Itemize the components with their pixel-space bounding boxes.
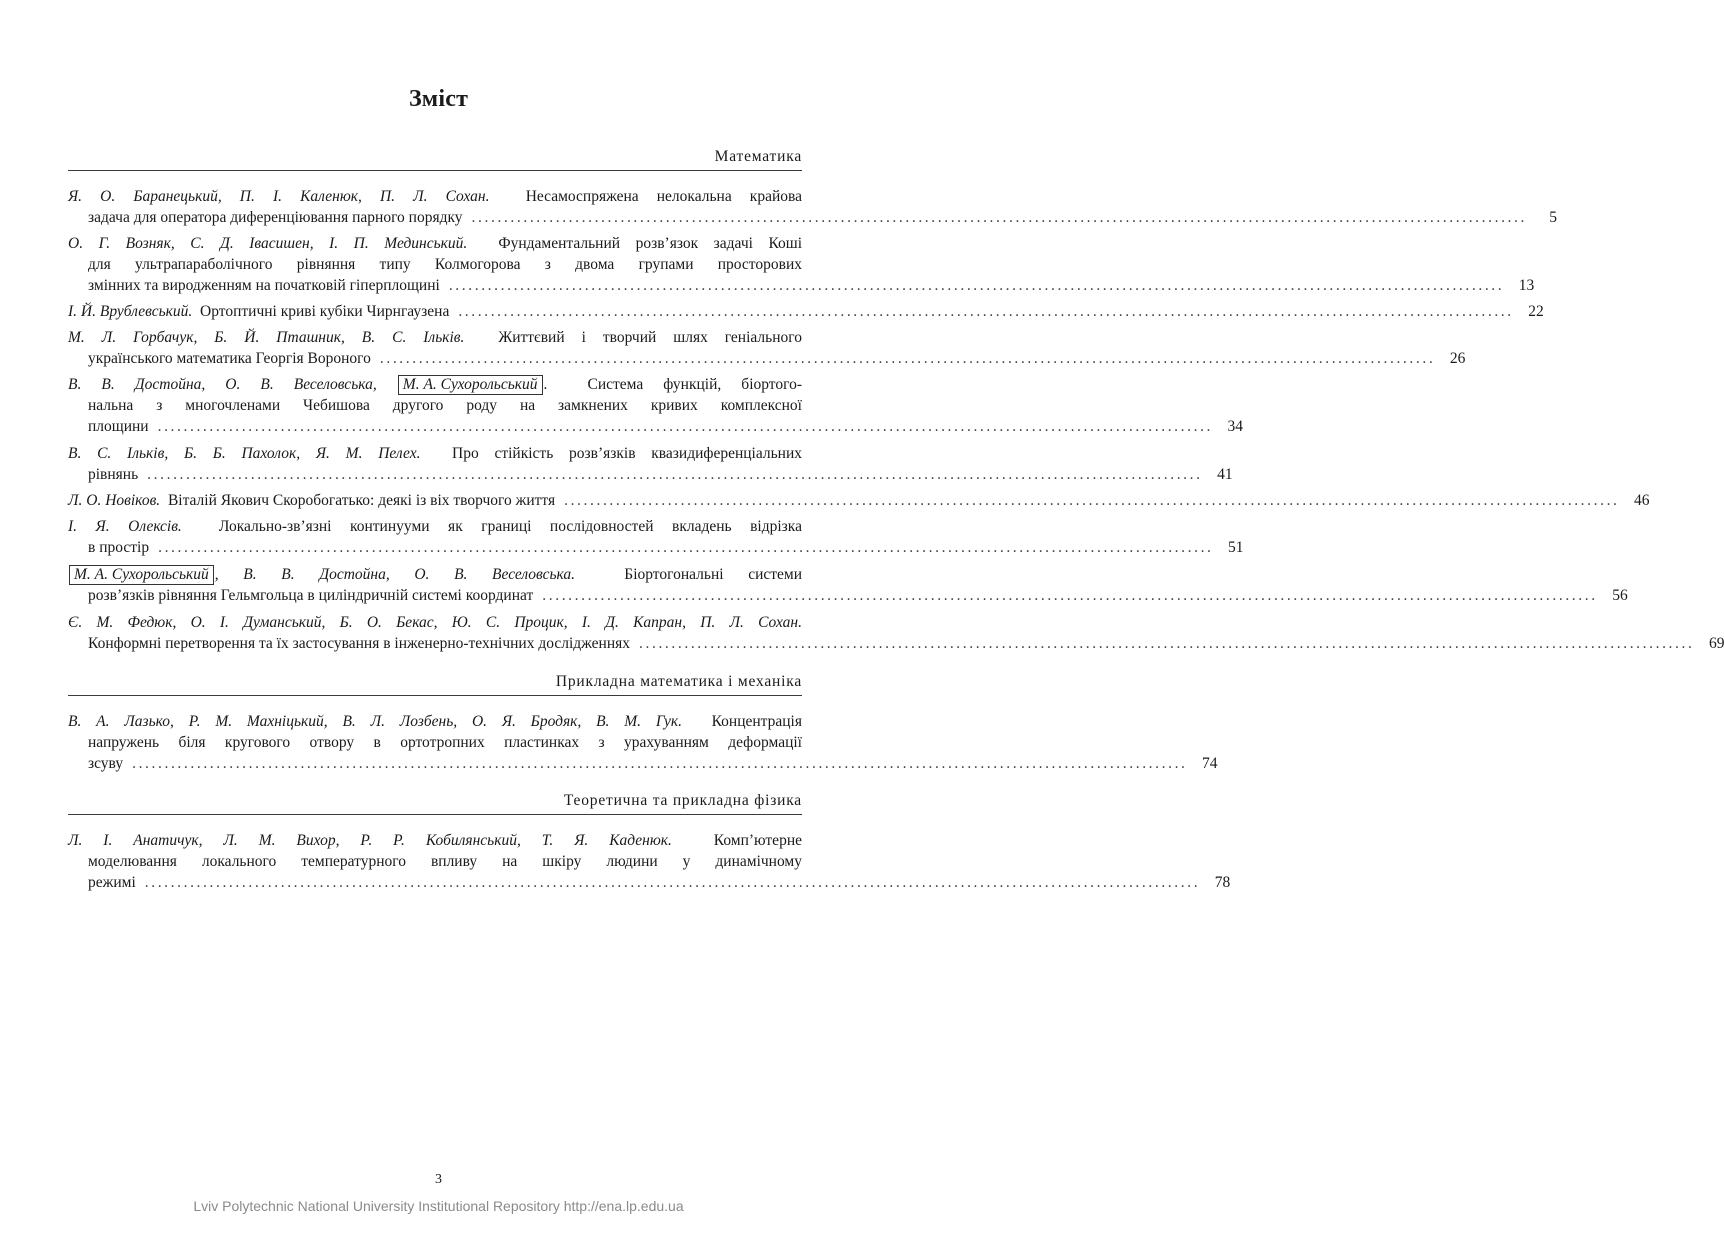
toc-entry[interactable] (68, 443, 1233, 485)
entry-authors: І. Я. Олексів. (68, 518, 182, 535)
section-heading-applied-math: Прикладна математика і механіка (555, 673, 802, 690)
section-rule (68, 695, 802, 696)
entry-title: рівнянь (88, 466, 139, 483)
entry-title: нальна з многочленами Чебишова другого роду на замкнених кривих комплексної (88, 397, 802, 414)
entry-title: напружень біля кругового отвору в ортотропних пластинках з урахуванням деформації (88, 734, 802, 751)
dot-leader: ................................................................................................................................................................... (144, 874, 1201, 891)
entry-authors-punct: . (543, 376, 548, 393)
entry-page-number: 41 (1217, 466, 1233, 483)
dot-leader: ................................................................................................................................................................... (471, 209, 1527, 226)
entry-page-number: 74 (1202, 755, 1218, 772)
entry-title: Система функцій, біортого- (587, 376, 802, 393)
entry-page-number: 69 (1708, 635, 1724, 652)
entry-title: Віталій Якович Скоробогатько: деякі із віх творчого життя (167, 492, 556, 509)
dot-leader: ................................................................................................................................................................... (379, 350, 1436, 367)
section-rule (68, 814, 802, 815)
entry-authors: Л. О. Новіков. (68, 492, 161, 509)
entry-title: задача для оператора диференціювання парного порядку (88, 209, 463, 226)
toc-entry[interactable] (68, 830, 1231, 893)
dot-leader: ................................................................................................................................................................... (132, 755, 1188, 772)
page-number: 3 (435, 1172, 442, 1187)
entry-authors: В. А. Лазько, Р. М. Махніцький, В. Л. Лозбень, О. Я. Бродяк, В. М. Гук. (68, 713, 682, 730)
entry-page-number: 13 (1518, 277, 1535, 294)
entry-title: змінних та виродженням на початковій гіперплощині (88, 277, 440, 294)
toc-entry[interactable] (68, 327, 1466, 369)
entry-title: Локально-зв’язні континууми як границі послідовностей вкладень відрізка (218, 518, 802, 535)
entry-page-number: 5 (1549, 209, 1557, 226)
section-heading-physics: Теоретична та прикладна фізика (563, 792, 802, 809)
entry-authors: Л. І. Анатичук, Л. М. Вихор, Р. Р. Кобилянський, Т. Я. Каденюк. (68, 832, 672, 849)
toc-entry[interactable] (68, 374, 1244, 437)
entry-title: Комп’ютерне (713, 832, 802, 849)
entry-title: моделювання локального температурного впливу на шкіру людини у динамічному (88, 853, 802, 870)
entry-authors: М. Л. Горбачук, Б. Й. Пташник, В. С. Ільків. (68, 329, 465, 346)
toc-entry[interactable] (68, 711, 1218, 774)
dot-leader: ................................................................................................................................................................... (458, 303, 1514, 320)
repository-footer: Lviv Polytechnic National University Institutional Repository http://ena.lp.edu.ua (193, 1198, 684, 1214)
entry-page-number: 26 (1449, 350, 1466, 367)
entry-title: площини (88, 418, 149, 435)
entry-authors: В. В. Достойна, О. В. Веселовська, (68, 376, 377, 393)
dot-leader: ................................................................................................................................................................... (147, 466, 1203, 483)
dot-leader: ................................................................................................................................................................... (564, 492, 1620, 509)
toc-entry[interactable] (68, 564, 1628, 606)
dot-leader: ................................................................................................................................................................... (448, 277, 1505, 294)
entry-title: зсуву (88, 755, 124, 772)
entry-page-number: 22 (1528, 303, 1544, 320)
toc-entry[interactable] (68, 516, 1244, 558)
entry-title: Несамоспряжена нелокальна крайова (525, 188, 802, 205)
toc-entry[interactable] (68, 233, 1535, 296)
entry-authors: Є. М. Федюк, О. І. Думанський, Б. О. Бекас, Ю. С. Процик, І. Д. Капран, П. Л. Сохан. (68, 614, 802, 631)
entry-authors: І. Й. Врублевський. (68, 303, 193, 320)
entry-title: режимі (88, 874, 136, 891)
entry-title: Життєвий і творчий шлях геніального (498, 329, 802, 346)
page-title: Зміст (408, 86, 469, 112)
entry-title: розв’язків рівняння Гельмгольца в циліндричній системі координат (88, 587, 534, 604)
entry-page-number: 56 (1612, 587, 1628, 604)
entry-title: українського математика Георгія Вороного (88, 350, 371, 367)
entry-page-number: 51 (1228, 539, 1244, 556)
entry-page-number: 78 (1214, 874, 1231, 891)
entry-title: Фундаментальний розв’язок задачі Коші (498, 235, 803, 252)
entry-authors: В. С. Ільків, Б. Б. Пахолок, Я. М. Пелех. (68, 445, 421, 462)
entry-authors: , В. В. Достойна, О. В. Веселовська. (214, 566, 576, 583)
dot-leader: ................................................................................................................................................................... (542, 587, 1598, 604)
toc-entry[interactable] (68, 186, 1557, 228)
dot-leader: ................................................................................................................................................................... (158, 539, 1214, 556)
entry-authors: О. Г. Возняк, С. Д. Івасишен, І. П. Мединський. (68, 235, 468, 252)
entry-page-number: 34 (1227, 418, 1244, 435)
boxed-author: М. А. Сухорольський (69, 565, 214, 585)
dot-leader: ................................................................................................................................................................... (639, 635, 1695, 652)
entry-title: Біортогональні системи (624, 566, 803, 583)
toc-entry[interactable] (68, 612, 1724, 654)
boxed-author: М. А. Сухорольський (398, 375, 543, 395)
dot-leader: ................................................................................................................................................................... (157, 418, 1214, 435)
toc-entry[interactable] (68, 301, 1544, 322)
toc-entry[interactable] (68, 490, 1650, 511)
section-rule (68, 170, 802, 171)
entry-title: Ортоптичні криві кубіки Чирнгаузена (200, 303, 450, 320)
entry-page-number: 46 (1634, 492, 1650, 509)
entry-title: для ультрапараболічного рівняння типу Колмогорова з двома групами просторових (88, 256, 802, 273)
entry-title: в простір (88, 539, 150, 556)
section-heading-mathematics: Математика (714, 148, 802, 165)
entry-title: Про стійкість розв’язків квазидиференціальних (452, 445, 803, 462)
entry-authors: Я. О. Баранецький, П. І. Каленюк, П. Л. Сохан. (68, 188, 490, 205)
entry-title: Концентрація (711, 713, 802, 730)
entry-title: Конформні перетворення та їх застосування в інженерно-технічних дослідженнях (88, 635, 631, 652)
